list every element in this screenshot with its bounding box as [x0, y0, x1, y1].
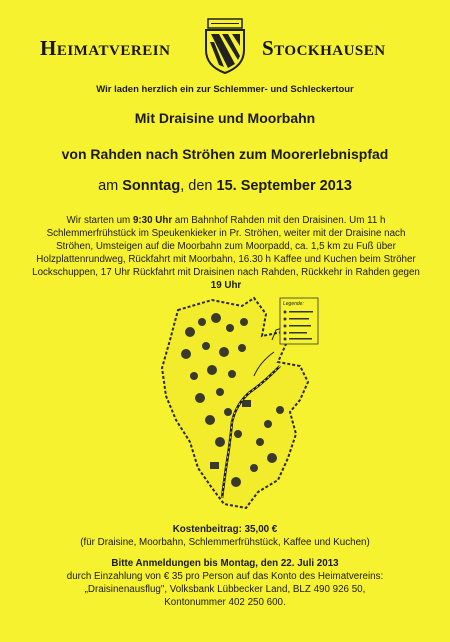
event-date [0, 178, 450, 194]
cost-label: Kostenbeitrag: 35,00 € [172, 524, 278, 535]
registration-line-1: durch Einzahlung von € 35 pro Person auf das Konto des Heimatvereins: [66, 571, 384, 582]
date-prefix: am [98, 178, 123, 194]
cost-section [0, 523, 450, 549]
map-legend-label: Legende: [283, 301, 304, 307]
registration-section [0, 557, 450, 609]
program-part-2: am Bahnhof Rahden mit den Draisinen. Um 11 h Schlemmerfrühstück im Speukenkieker in Pr. Ströhen, weiter mit der Draisine nach Ströhen, Umsteigen auf die Moorbahn zum Moorpadd, ca. 1,5 km zu Fuß über Holzplattenrundweg, Rückfahrt mit Moorbahn, 16.30 h Kaffee und Kuchen beim Ströher Lockschuppen, 17 Uhr Rückfahrt mit Draisinen nach Rahden, Rückkehr in Rahden gegen [32, 215, 420, 278]
program-text [30, 214, 422, 292]
coat-of-arms-icon [202, 18, 248, 74]
registration-line-3: Kontonummer 402 250 600. [164, 597, 286, 608]
date-day: Sonntag [122, 178, 181, 194]
invitation-line: Wir laden herzlich ein zur Schlemmer- und Schleckertour [96, 84, 354, 95]
return-time: 19 Uhr [210, 280, 242, 291]
header [0, 14, 450, 70]
route-map [150, 292, 320, 517]
subtitle-draisine: Mit Draisine und Moorbahn [134, 110, 316, 126]
registration-line-2: „Draisinenausflug", Volksbank Lübbecker Land, BLZ 490 926 50, [84, 584, 366, 595]
club-name-left: Heimatverein [40, 36, 171, 60]
date-mid: , den [180, 178, 217, 194]
registration-label: Bitte Anmeldungen bis Montag, den 22. Juli 2013 [111, 558, 339, 569]
start-time: 9:30 Uhr [132, 215, 173, 226]
program-part-1: Wir starten um [66, 215, 133, 226]
date-value: 15. September 2013 [216, 178, 352, 194]
subtitle-route: von Rahden nach Ströhen zum Moorerlebnispfad [61, 146, 389, 162]
club-name-right: Stockhausen [262, 36, 386, 60]
cost-detail: (für Draisine, Moorbahn, Schlemmerfrühstück, Kaffee und Kuchen) [80, 537, 370, 548]
